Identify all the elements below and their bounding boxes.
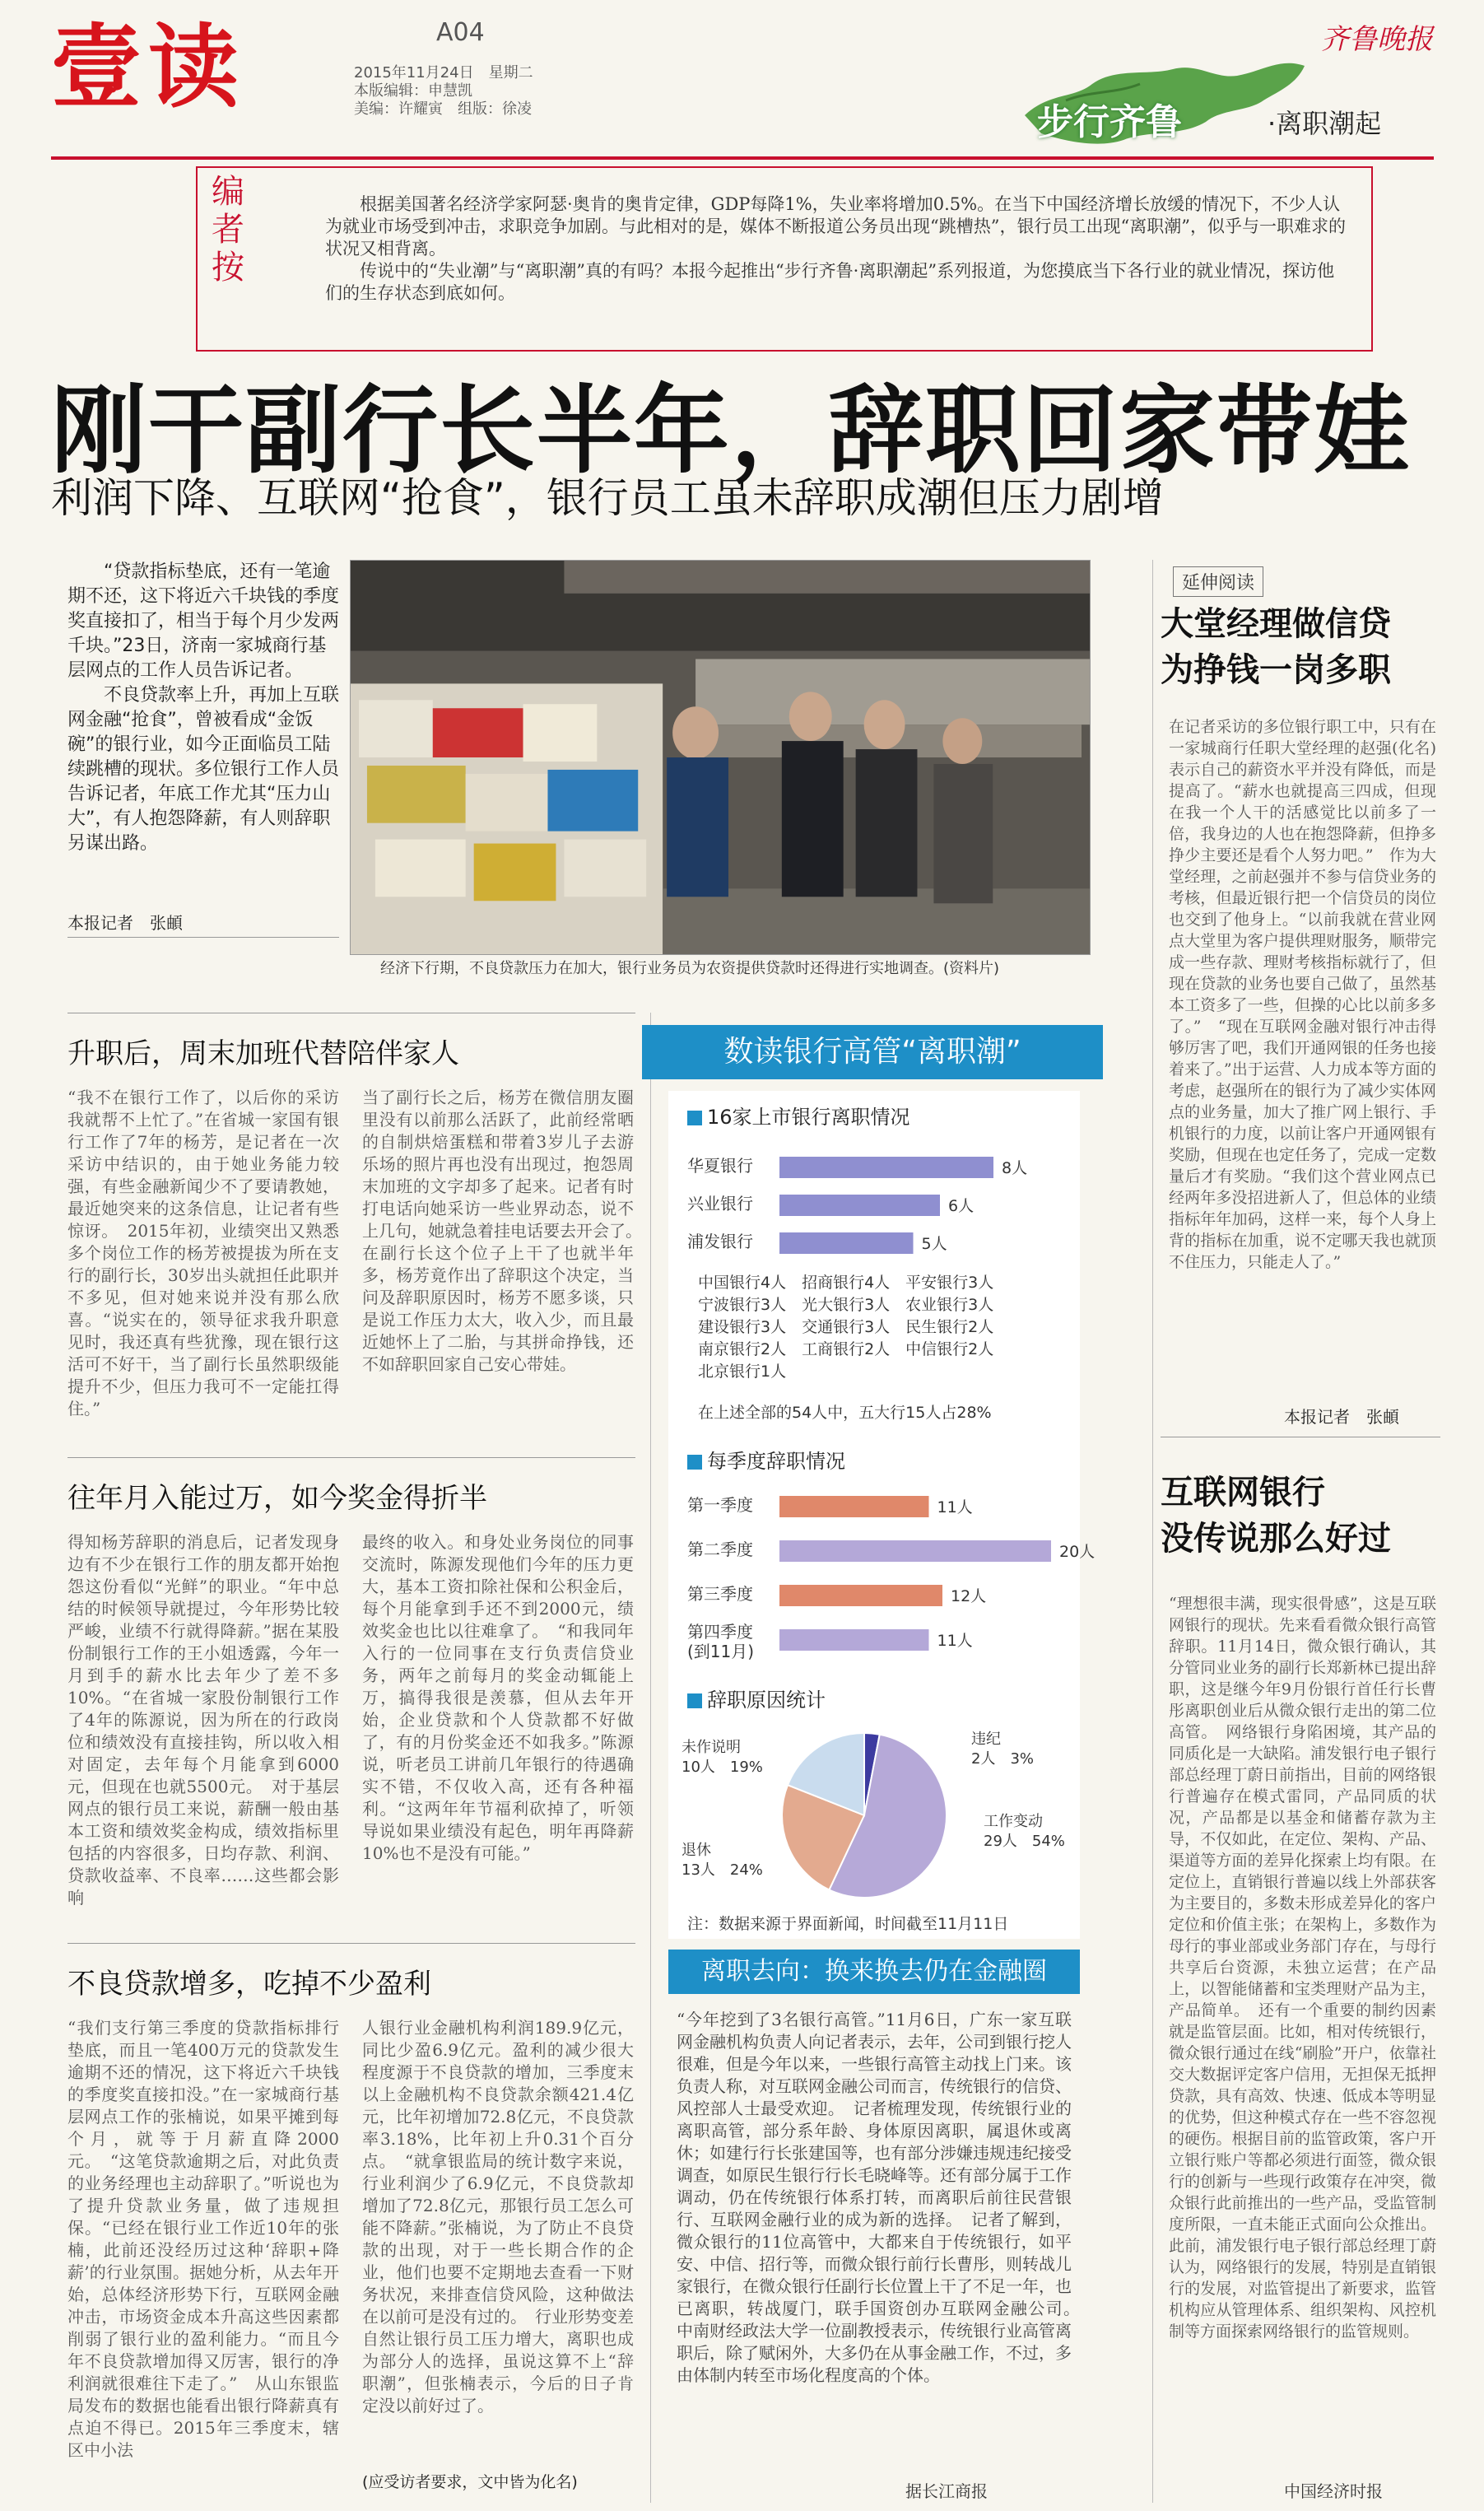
- lead-p1: “贷款指标垫底，还有一笔逾期不还，这下将近六千块钱的季度奖直接扣了，相当于每个月少发两千块。”23日，济南一家城商行基层网点的工作人员告诉记者。: [67, 561, 340, 681]
- section2-col-left: 得知杨芳辞职的消息后，记者发现身边有不少在银行工作的朋友都开始抱怨这份看似“光鲜”的职业。“年中总结的时候领导就提过，今年形势比较严峻，业绩不行就得降薪。”据在某股份制银行工作的王小姐透露，今年一月到手的薪水比去年少了差不多10%。“在省城一家股份制银行工作了4年的陈源说，因为所在的行政岗位和绩效没有直接挂钩，所以收入相对固定，去年每个月能拿到6000元，但现在也就5500元。 对于基层网点的银行员工来说，薪酬一般由基本工资和绩效奖金构成，绩效指标里包括的内容很多，日均存款、利润、贷款收益率、不良率……这些都会影响: [67, 1532, 339, 1908]
- chart2-category-label: 第二季度: [687, 1540, 753, 1559]
- section3-title: 不良贷款增多，吃掉不少盈利: [67, 1968, 431, 2001]
- infographic-banner2: 离职去向：换来换去仍在金融圈: [668, 1950, 1080, 1994]
- page-code: A04: [436, 18, 485, 47]
- editor-note-p1: 根据美国著名经济学家阿瑟·奥肯的奥肯定律，GDP每降1%，失业率将增加0.5%。在当下中国经济增长放缓的情况下，不少人认为就业市场受到冲击，求职竞争加剧。与此相对的是，媒体不断报道公务员出现“跳槽热”，银行员工出现“离职潮”，似乎与一职难求的状况又相背离。: [325, 194, 1346, 259]
- bank-list-row: 南京银行2人 工商银行2人 中信银行2人: [698, 1340, 994, 1358]
- sidebar-story1-title-line2: 为挣钱一岗多职: [1161, 651, 1391, 689]
- header-divider: [51, 156, 1434, 160]
- sidebar-story1-byline: 本报记者 张頔: [1284, 1407, 1399, 1427]
- chart1-title-text: 16家上市银行离职情况: [707, 1106, 910, 1129]
- chart1-category-label: 浦发银行: [687, 1232, 753, 1251]
- square-bullet-icon: [687, 1111, 702, 1125]
- chart1-bar: [779, 1195, 940, 1216]
- section3-col-left: “我们支行第三季度的贷款指标排行垫底，而且一笔400万元的贷款发生逾期不还的情况，这下将近六千块钱的季度奖直接扣没。”在一家城商行基层网点工作的张楠说，如果平摊到每个月，就等于月薪直降2000元。 “这笔贷款逾期之后，对此负责的业务经理也主动辞职了。”听说也为了提升贷款业务量，做了违规担保。“已经在银行业工作近10年的张楠，此前还没经历过这种‘辞职+降薪’的行业氛围。据她分析，从去年开始，总体经济形势下行，互联网金融冲击，市场资金成本升高这些因素都削弱了银行业的盈利能力。“而且今年不良贷款增加得又厉害，银行的净利润就很难往下走了。” 从山东银监局发布的数据也能看出银行降薪真有点迫不得已。2015年三季度末，辖区中小法: [67, 2018, 339, 2460]
- sidebar-story1-body: 在记者采访的多位银行职工中，只有在一家城商行任职大堂经理的赵强(化名)表示自己的薪资水平并没有降低，而是提高了。“薪水也就提高三四成，但现在我一个人干的活感觉比以前多了一倍，我身边的人也在抱怨降薪，但挣多挣少主要还是看个人努力吧。” 作为大堂经理，之前赵强并不参与信贷业务的考核，但最近银行把一个信贷员的岗位也交到了他身上。“以前我就在营业网点大堂里为客户提供理财服务，顺带完成一些存款、理财考核指标就行了，但现在贷款的业务也要自己做了，虽然基本工资多了一些，但操的心比以前多多了。” “现在互联网金融对银行冲击得够厉害了吧，我们开通网银的任务也接着来了。”出于运营、人力成本等方面的考虑，赵强所在的银行为了减少实体网点的业务量，加大了推广网上银行、手机银行的力度，以前让客户开通网银有奖励，但现在也定任务了，完成一定数量后才有奖励。“我们这个营业网点已经两年多没招进新人了，但总体的业绩指标年年加码，这样一来，每个人身上背的指标在加重，说不定哪天我也就顶不住压力，只能走人了。”: [1169, 718, 1436, 1271]
- chart2-value-label: 12人: [951, 1587, 987, 1605]
- sidebar-story2-source: 中国经济时报: [1284, 2481, 1383, 2501]
- chart2-title-text: 每季度辞职情况: [707, 1450, 845, 1473]
- bank-list-row: 宁波银行3人 光大银行3人 农业银行3人: [698, 1296, 994, 1314]
- sidebar-tag: 延伸阅读: [1173, 566, 1263, 597]
- sidebar-story2-title-line1: 互联网银行: [1161, 1474, 1325, 1512]
- sidebar-story2-title-line2: 没传说那么好过: [1161, 1520, 1391, 1558]
- section2-rule-top: [67, 1457, 635, 1458]
- chart3-slice-value: 29人 54%: [984, 1833, 1065, 1850]
- lead-divider: [67, 937, 339, 938]
- chart2-category-label: 第一季度: [687, 1495, 753, 1515]
- chart3-slice-label: 工作变动: [984, 1813, 1043, 1830]
- square-bullet-icon: [687, 1693, 702, 1708]
- chart1-category-label: 兴业银行: [687, 1194, 753, 1214]
- chart1-title: [687, 1101, 910, 1130]
- section1-col-right: 当了副行长之后，杨芳在微信朋友圈里没有以前那么活跃了，此前经常晒的自制烘焙蛋糕和带着3岁儿子去游乐场的照片再也没有出现过，抱怨周末加班的文字却多了起来。记者有时打电话向她采访一些业界动态，说不上几句，她就急着挂电话要去开会了。 在副行长这个位子上干了也就半年多，杨芳竟作出了辞职这个决定，当问及辞职原因时，杨芳不愿多谈，只是说工作压力太大，收入少，而且最近她怀上了二胎，与其拼命挣钱，还不如辞职回家自己安心带娃。: [362, 1088, 650, 1374]
- chart2-value-label: 11人: [937, 1498, 973, 1516]
- chart2-bar: [779, 1629, 929, 1651]
- chart1-value-label: 5人: [921, 1235, 947, 1253]
- lead-byline: 本报记者 张頔: [67, 913, 183, 933]
- chart3-slice-value: 10人 19%: [682, 1759, 763, 1776]
- issue-date: 2015年11月24日 星期二: [354, 64, 533, 82]
- chart1-value-label: 6人: [948, 1197, 975, 1215]
- sidebar-story1-title: [1161, 601, 1391, 693]
- chart1-summary: 在上述全部的54人中，五大行15人占28%: [698, 1404, 992, 1422]
- sidebar-story2-body: “理想很丰满，现实很骨感”，这是互联网银行的现状。先来看看微众银行高管辞职。11月14日，微众银行确认，其分管同业业务的副行长郑新林已提出辞职，这是继今年9月份银行首任行长曹彤离职创业后从微众银行走出的第二位高管。 网络银行身陷困境，其产品的同质化是一大缺陷。浦发银行电子银行部总经理丁蔚日前指出，目前的网络银行普遍存在模式雷同，产品同质的状况，产品都是以基金和储蓄存款为主导，不仅如此，在定位、架构、产品、渠道等方面的差异化探索上均有限。在定位上，直销银行普遍以线上外部获客为主要目的，多数未形成差异化的客户定位和价值主张；在架构上，多数作为母行的事业部或业务部门存在，与母行共享后台资源，未独立运营；在产品上，以智能储蓄和宝类理财产品为主，产品简单。 还有一个重要的制约因素就是监管层面。比如，相对传统银行，微众银行通过在线“刷脸”开户，依靠社交大数据评定客户信用，无担保无抵押贷款，具有高效、快速、低成本等明显的优势，但这种模式存在一些不容忽视的硬伤。根据目前的监管政策，客户开立银行账户等都必须进行面签，微众银行的创新与一些现行政策存在冲突，微众银行此前推出的一些产品，受监管制度所限，一直未能正式面向公众推出。此前，浦发银行电子银行部总经理丁蔚认为，网络银行的发展，特别是直销银行的发展，对监管提出了新要求，监管机构应从管理体系、组织架构、风控机制等方面探索网络银行的监管规则。: [1169, 1595, 1436, 2341]
- chart2-title: [687, 1445, 845, 1474]
- chart2-bar: [779, 1496, 929, 1517]
- chart3-slice-label: 违纪: [971, 1731, 1001, 1748]
- section3-col-right: 人银行业金融机构利润189.9亿元，同比少盈6.9亿元。盈利的减少很大程度源于不良贷款的增加，三季度末以上金融机构不良贷款余额421.4亿元，比年初增加72.8亿元，不良贷款率3.18%，比年初上升0.31个百分点。 “就拿银监局的统计数字来说，行业利润少了6.9亿元，不良贷款却增加了72.8亿元，那银行员工怎么可能不降薪。”张楠说，为了防止不良贷款的出现，对于一些长期合作的企业，他们也要不定期地去查看一下财务状况，来排查信贷风险，这种做法在以前可是没有过的。 行业形势变差自然让银行员工压力增大，离职也成为部分人的选择，虽说这算不上“辞职潮”，但张楠表示，今后的日子肯定没以前好过了。: [362, 2018, 634, 2415]
- chart1-svg: [687, 1148, 1066, 1264]
- bank-list-row: 中国银行4人 招商银行4人 平安银行3人: [698, 1274, 994, 1292]
- headline: 刚干副行长半年，辞职回家带娃: [51, 375, 1411, 487]
- editor-note-text: [325, 193, 1346, 305]
- chart2-value-label: 20人: [1059, 1543, 1096, 1561]
- chart2-bar: [779, 1585, 942, 1606]
- design-credit: 美编：许耀寅 组版：徐凌: [354, 100, 532, 118]
- chart2-category-label: 第三季度: [687, 1584, 753, 1604]
- destination-source: 据长江商报: [905, 2481, 988, 2501]
- section1-col-left: “我不在银行工作了，以后你的采访我就帮不上忙了。”在省城一家国有银行工作了7年的杨芳，是记者在一次采访中结识的，由于她业务能力较强，有些金融新闻少不了要请教她，最近她突来的这条信息，让记者有些惊讶。 2015年初，业绩突出又熟悉多个岗位工作的杨芳被提拔为所在支行的副行长，30岁出头就担任此职并不多见，但对她来说并没有那么欣喜。“说实在的，领导征求我升职意见时，我还真有些犹豫，现在银行这活可不好干，当了副行长虽然职级能提升不少，但压力我可不一定能扛得住。”: [67, 1088, 339, 1419]
- chart3-slice-label: 未作说明: [682, 1739, 741, 1756]
- chart3-slice-value: 13人 24%: [682, 1861, 763, 1879]
- section1-title: 升职后，周末加班代替陪伴家人: [67, 1037, 459, 1070]
- chart1-value-label: 8人: [1002, 1159, 1028, 1177]
- sidebar-story1-title-line1: 大堂经理做信贷: [1161, 605, 1391, 643]
- column-divider-left: [650, 1013, 651, 2503]
- column-divider-right: [1152, 560, 1153, 2503]
- chart1-bar: [779, 1157, 993, 1178]
- lead-paragraphs: [67, 560, 339, 856]
- series-title: 步行齐鲁: [1037, 101, 1182, 143]
- chart1-bars: [687, 1148, 1066, 1264]
- lead-p2: 不良贷款率上升，再加上互联网金融“抢食”，曾被看成“金饭碗”的银行业，如今正面临员工陆续跳槽的现状。多位银行工作人员告诉记者，年底工作尤其“压力山大”，有人抱怨降薪，有人则辞职另谋出路。: [67, 685, 340, 854]
- editor-note-label: 编者按: [212, 173, 244, 287]
- chart1-bank-list: [698, 1272, 993, 1383]
- section2-col-right: 最终的收入。和身处业务岗位的同事交流时，陈源发现他们今年的压力更大，基本工资扣除社保和公积金后，每个月能拿到手还不到2000元，绩效奖金也比以往难拿了。 “和我同年入行的一位同事在支行负责信贷业务，两年之前每月的奖金动辄能上万，搞得我很是羡慕，但从去年开始，企业贷款和个人贷款都不好做了，有的月份奖金还不如我多。”陈源说，听老员工讲前几年银行的待遇确实不错，不仅收入高，还有各种福利。“这两年年节福利砍掉了，听领导说如果业绩没有起色，明年再降薪10%也不是没有可能。”: [362, 1532, 634, 1863]
- sidebar-story2-title: [1161, 1470, 1391, 1562]
- chart2-bars: [687, 1486, 1096, 1675]
- photo-caption: 经济下行期，不良贷款压力在加大，银行业务员为农资提供贷款时还得进行实地调查。(资料片): [380, 960, 1000, 977]
- chart3-title: [687, 1684, 826, 1712]
- chart3-slice-label: 退休: [682, 1842, 711, 1859]
- square-bullet-icon: [687, 1455, 702, 1470]
- chart3-title-text: 辞职原因统计: [707, 1689, 826, 1712]
- section3-rule-top: [67, 1943, 635, 1944]
- chart2-bar: [779, 1540, 1051, 1562]
- chart2-value-label: 11人: [937, 1632, 973, 1650]
- series-subtitle: ·离职潮起: [1268, 108, 1382, 139]
- bank-list-row: 建设银行3人 交通银行3人 民生银行2人: [698, 1318, 994, 1336]
- chart2-svg: [687, 1486, 1096, 1675]
- chart-note: 注：数据来源于界面新闻，时间截至11月11日: [687, 1915, 1009, 1933]
- editor-credit: 本版编辑：申慧凯: [354, 82, 472, 100]
- chart3-slice-value: 2人 3%: [971, 1750, 1035, 1768]
- bank-list-row: 北京银行1人: [698, 1363, 787, 1381]
- chart3-pie: [675, 1721, 1078, 1910]
- chart2-category-label: 第四季度(到11月): [687, 1622, 755, 1661]
- news-photo: [350, 560, 1091, 955]
- editor-note-p2: 传说中的“失业潮”与“离职潮”真的有吗？本报今起推出“步行齐鲁·离职潮起”系列报道，为您摸底当下各行业的就业情况，探访他们的生存状态到底如何。: [325, 261, 1335, 303]
- paper-name: 齐鲁晚报: [1321, 23, 1433, 56]
- subheadline: 利润下降、互联网“抢食”，银行员工虽未辞职成潮但压力剧增: [51, 474, 1164, 522]
- section3-note: (应受访者要求，文中皆为化名): [362, 2473, 578, 2491]
- infographic-banner: 数读银行高管“离职潮”: [642, 1025, 1103, 1079]
- chart1-bar: [779, 1232, 914, 1254]
- chart1-category-label: 华夏银行: [687, 1156, 753, 1176]
- section-logo: 壹读: [51, 15, 245, 120]
- section2-title: 往年月入能过万，如今奖金得折半: [67, 1482, 487, 1515]
- destination-story: “今年挖到了3名银行高管。”11月6日，广东一家互联网金融机构负责人向记者表示，去年，公司到银行挖人很难，但是今年以来，一些银行高管主动找上门来。该负责人称，对互联网金融公司而言，传统银行的信贷、风控部人士最受欢迎。 记者梳理发现，传统银行业的离职高管，部分系年龄、身体原因离职，属退休或离休；如建行行长张建国等，也有部分涉嫌违规违纪接受调查，如原民生银行行长毛晓峰等。还有部分属于工作调动，仍在传统银行体系打转，而离职后前往民营银行、互联网金融行业的成为新的选择。 记者了解到，微众银行的11位高管中，大都来自于传统银行，如平安、中信、招行等，而微众银行前行长曹彤，则转战儿家银行，在微众银行任副行长位置上干了不足一年，也已离职，转战厦门，联手国资创办互联网金融公司。 中南财经政法大学一位副教授表示，传统银行业高管离职后，除了赋闲外，大多仍在从事金融工作，不过，多由体制内转至市场化程度高的个体。: [677, 2010, 1088, 2385]
